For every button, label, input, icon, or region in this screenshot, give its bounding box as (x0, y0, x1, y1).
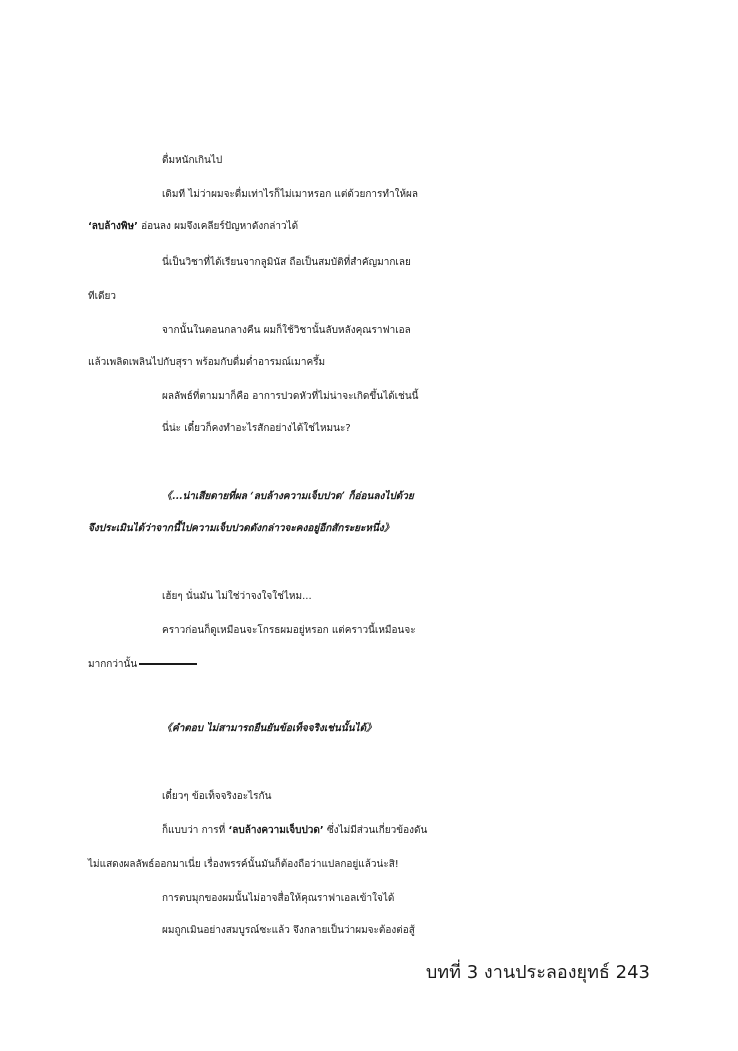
text-line: คราวก่อนก็ดูเหมือนจะโกรธผมอยู่หรอก แต่คราวนี้เหมือนจะ (162, 625, 416, 636)
text-span: ซึ่งไม่มีส่วนเกี่ยวข้องดัน (323, 825, 428, 836)
text-line: ผลลัพธ์ที่ตามมาก็คือ อาการปวดหัวที่ไม่น่าจะเกิดขึ้นได้เช่นนี้ (162, 391, 419, 402)
text-line: การตบมุกของผมนั้นไม่อาจสื่อให้คุณราฟาเอลเข้าใจได้ (162, 893, 395, 904)
text-line: จากนั้นในตอนกลางคืน ผมก็ใช้วิชานั้นลับหลังคุณราฟาเอล (162, 325, 411, 336)
text-line: เดี๋ยวๆ ข้อเท็จจริงอะไรกัน (162, 791, 272, 802)
text-line: ทีเดียว (88, 291, 116, 302)
text-line: เดิมที ไม่ว่าผมจะดื่มเท่าไรก็ไม่เมาหรอก แต่ด้วยการทำให้ผล (162, 189, 419, 200)
text-span: อ่อนลง ผมจึงเคลียร์ปัญหาดังกล่าวได้ (137, 221, 299, 232)
text-line (0, 216, 738, 238)
bold-term: ‘ลบล้างพิษ’ (88, 221, 138, 232)
text-line: ดื่มหนักเกินไป (162, 155, 223, 166)
text-line (0, 820, 738, 842)
bold-term: ‘ลบล้างความเจ็บปวด’ (228, 825, 324, 836)
text-line: ผมถูกเมินอย่างสมบูรณ์ซะแล้ว จึงกลายเป็นว่าผมจะต้องต่อสู้ (162, 925, 415, 936)
system-message-line: 《คำตอบ ไม่สามารถยืนยันข้อเท็จจริงเช่นนั้นได้》 (162, 723, 377, 734)
page-footer: บทที่ 3 งานประลองยุทธ์ 243 (425, 962, 650, 983)
text-span: มากกว่านั้น (88, 659, 138, 670)
system-message-line: 《...น่าเสียดายที่ผล ‘ลบล้างความเจ็บปวด’ ก็อ่อนลงไปด้วย (162, 491, 414, 502)
text-line: ไม่แสดงผลลัพธ์ออกมาเนี่ย เรื่องพรรค์นั้นมันก็ต้องถือว่าแปลกอยู่แล้วน่ะสิ! (88, 859, 399, 870)
text-line (0, 654, 738, 676)
text-line: นี่เป็นวิชาที่ได้เรียนจากลูมินัส ถือเป็นสมบัติที่สำคัญมากเลย (162, 257, 411, 268)
text-line: แล้วเพลิดเพลินไปกับสุรา พร้อมกับดื่มด่ำอารมณ์เมาครึ้ม (88, 357, 326, 368)
text-line: นี่น่ะ เดี๋ยวก็คงทำอะไรสักอย่างได้ใช่ไหมนะ? (162, 423, 351, 434)
text-line: เฮ้ยๆ นั่นมัน ไม่ใช่ว่าจงใจใช่ไหม... (162, 591, 312, 602)
system-message-line: จึงประเมินได้ว่าจากนี้ไปความเจ็บปวดดังกล่าวจะคงอยู่อีกสักระยะหนึ่ง》 (88, 523, 394, 534)
text-span: ก็แบบว่า การที่ (162, 825, 229, 836)
em-dash-rule (139, 663, 197, 665)
